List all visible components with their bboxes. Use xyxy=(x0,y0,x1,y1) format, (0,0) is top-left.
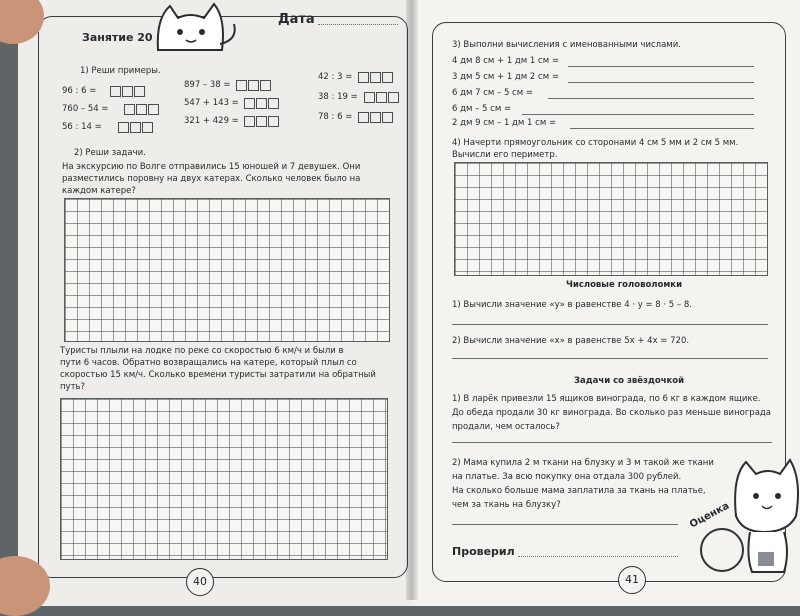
answer-boxes[interactable] xyxy=(124,104,160,115)
expr-2-1: 897 – 38 = xyxy=(184,80,231,90)
task3-item-5: 2 дм 9 см – 1 дм 1 см = xyxy=(452,118,557,128)
puzzle-1: 1) Вычисли значение «у» в равенстве 4 · у = 8 · 5 – 8. xyxy=(452,300,692,310)
answer-line[interactable] xyxy=(452,358,768,359)
expr-3-3: 78 : 6 = xyxy=(318,112,353,122)
cat-illustration-icon xyxy=(150,0,240,52)
cat-grade-icon xyxy=(728,456,800,574)
task2-title: 2) Реши задачи. xyxy=(74,148,146,158)
expr-1-2: 760 – 54 = xyxy=(62,104,109,114)
checked-line[interactable] xyxy=(518,556,678,557)
star-tasks-title: Задачи со звёздочкой xyxy=(574,376,685,386)
problem1-line-3: каждом катере? xyxy=(62,186,136,196)
star-task1-line-2: До обеда продали 30 кг винограда. Во сколько раз меньше винограда xyxy=(452,408,771,418)
task1-title: 1) Реши примеры. xyxy=(80,66,161,76)
answer-line[interactable] xyxy=(548,98,754,99)
drawing-grid[interactable] xyxy=(454,162,768,276)
answer-line[interactable] xyxy=(452,442,772,443)
expr-2-2: 547 + 143 = xyxy=(184,98,239,108)
answer-line[interactable] xyxy=(568,82,754,83)
expr-1-1: 96 : 6 = xyxy=(62,86,97,96)
answer-boxes[interactable] xyxy=(364,92,400,103)
task3-title: 3) Выполни вычисления с именованными числами. xyxy=(452,40,681,50)
star-task2-line-4: чем за ткань на блузку? xyxy=(452,500,561,510)
answer-boxes[interactable] xyxy=(118,122,154,133)
answer-grid-2[interactable] xyxy=(60,398,388,560)
task3-item-1: 4 дм 8 см + 1 дм 1 см = xyxy=(452,56,559,66)
star-task2-line-3: На сколько больше мама заплатила за ткань на платье, xyxy=(452,486,706,496)
page-number-right: 41 xyxy=(618,566,646,594)
star-task2-line-1: 2) Мама купила 2 м ткани на блузку и 3 м такой же ткани xyxy=(452,458,714,468)
task3-item-4: 6 дм – 5 см = xyxy=(452,104,512,114)
problem1-line-1: На экскурсию по Волге отправились 15 юношей и 7 девушек. Они xyxy=(62,162,361,172)
star-task1-line-3: продали, чем осталось? xyxy=(452,422,560,432)
answer-line[interactable] xyxy=(522,114,754,115)
page-number-left: 40 xyxy=(186,568,214,596)
problem1-line-2: разместились поровну на двух катерах. Сколько человек было на xyxy=(62,174,361,184)
star-task2-line-2: на платье. За всю покупку она отдала 300 рублей. xyxy=(452,472,682,482)
answer-boxes[interactable] xyxy=(244,116,280,127)
expr-1-3: 56 : 14 = xyxy=(62,122,102,132)
star-task1-line-1: 1) В ларёк привезли 15 ящиков винограда, по 6 кг в каждом ящике. xyxy=(452,394,761,404)
answer-grid-1[interactable] xyxy=(64,198,390,342)
puzzles-title: Числовые головоломки xyxy=(566,280,683,290)
expr-3-2: 38 : 19 = xyxy=(318,92,358,102)
answer-line[interactable] xyxy=(570,128,754,129)
answer-line[interactable] xyxy=(568,66,754,67)
problem2-line-2: пути 6 часов. Обратно возвращались на катере, который плыл со xyxy=(60,358,357,368)
answer-boxes[interactable] xyxy=(236,80,272,91)
answer-line[interactable] xyxy=(452,324,768,325)
answer-boxes[interactable] xyxy=(110,86,146,97)
task4-line-1: 4) Начерти прямоугольник со сторонами 4 см 5 мм и 2 см 5 мм. xyxy=(452,138,739,148)
grade-label: Оценка xyxy=(687,500,732,531)
expr-3-1: 42 : 3 = xyxy=(318,72,353,82)
problem2-line-1: Туристы плыли на лодке по реке со скоростью 6 км/ч и были в xyxy=(60,346,344,356)
lesson-label: Занятие 20 xyxy=(82,31,153,44)
expr-2-3: 321 + 429 = xyxy=(184,116,239,126)
date-line xyxy=(318,24,398,25)
answer-line[interactable] xyxy=(452,524,678,525)
task3-item-3: 6 дм 7 см – 5 см = xyxy=(452,88,533,98)
answer-boxes[interactable] xyxy=(244,98,280,109)
answer-boxes[interactable] xyxy=(358,112,394,123)
date-label: Дата xyxy=(278,12,315,27)
problem2-line-3: скоростью 15 км/ч. Сколько времени туристы затратили на обратный xyxy=(60,370,376,380)
checked-label: Проверил xyxy=(452,545,515,558)
problem2-line-4: путь? xyxy=(60,382,86,392)
task4-line-2: Вычисли его периметр. xyxy=(452,150,558,160)
answer-boxes[interactable] xyxy=(358,72,394,83)
task3-item-2: 3 дм 5 см + 1 дм 2 см = xyxy=(452,72,559,82)
puzzle-2: 2) Вычисли значение «х» в равенстве 5х + 4х = 720. xyxy=(452,336,690,346)
